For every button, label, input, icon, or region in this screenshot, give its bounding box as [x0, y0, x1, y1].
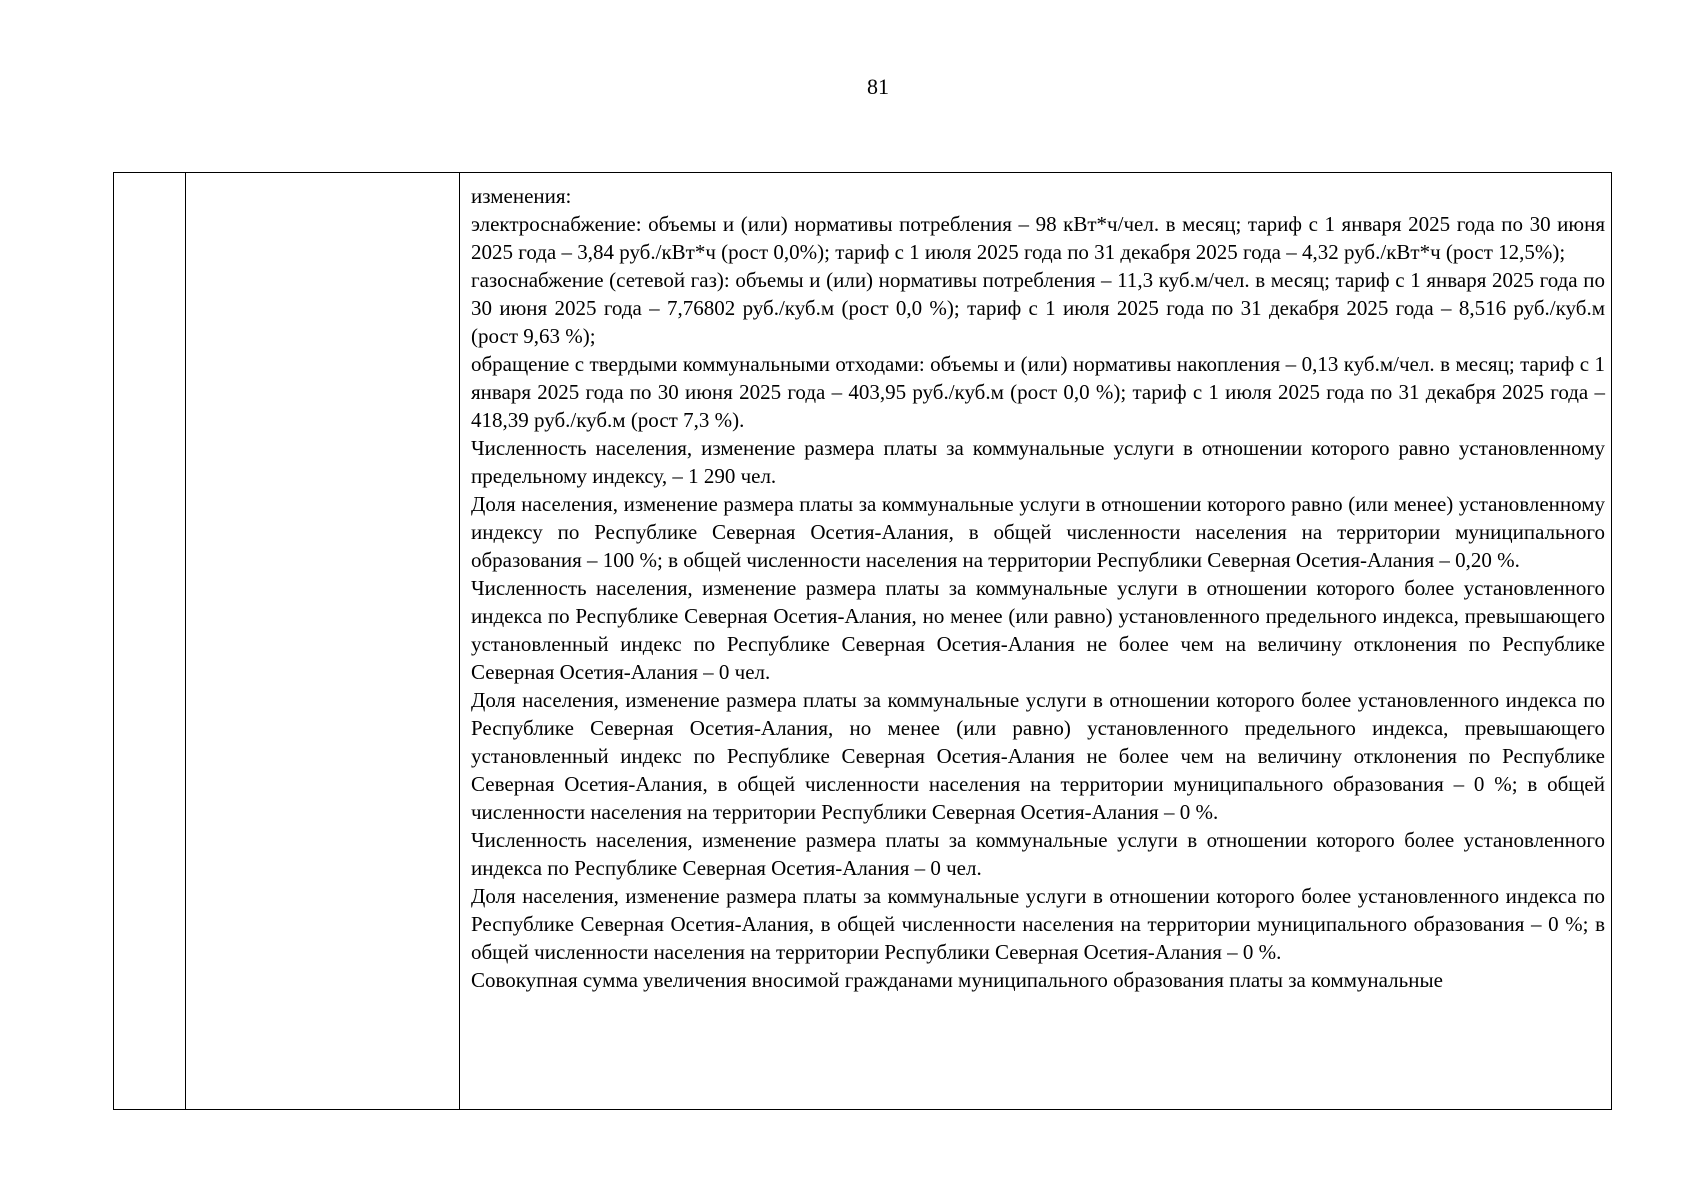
page-number: 81 [867, 74, 889, 99]
paragraph-share-above-index-within-limit: Доля населения, изменение размера платы за коммунальные услуги в отношении которого более установленного индекса по Республике Северная Осетия-Алания, но менее (или равно) установленного предельного индекса, превышающего установленный индекс по Республике Северная Осетия-Алания не более чем на величину отклонения по Республике Северная Осетия-Алания, в общей численности населения на территории муниципального образования – 0 %; в общей численности населения на территории Республики Северная Осетия-Алания – 0 %. [471, 688, 1605, 824]
paragraph-population-above-index-within-limit: Численность населения, изменение размера платы за коммунальные услуги в отношении которого более установленного индекса по Республике Северная Осетия-Алания, но менее (или равно) установленного предельного индекса, превышающего установленный индекс по Республике Северная Осетия-Алания не более чем на величину отклонения по Республике Северная Осетия-Алания – 0 чел. [471, 576, 1605, 684]
paragraph-population-at-limit: Численность населения, изменение размера платы за коммунальные услуги в отношении которого равно установленному предельному индексу, – 1 290 чел. [471, 436, 1605, 488]
paragraph-gas: газоснабжение (сетевой газ): объемы и (или) нормативы потребления – 11,3 куб.м/чел. в месяц; тариф с 1 января 2025 года по 30 июня 2025 года – 7,76802 руб./куб.м (рост 0,0 %); тариф с 1 июля 2025 года по 31 декабря 2025 года – 8,516 руб./куб.м (рост 9,63 %); [471, 268, 1605, 348]
paragraph-share-above-index: Доля населения, изменение размера платы за коммунальные услуги в отношении которого более установленного индекса по Республике Северная Осетия-Алания, в общей численности населения на территории муниципального образования – 0 %; в общей численности населения на территории Республики Северная Осетия-Алания – 0 %. [471, 884, 1605, 964]
table-column-content [460, 173, 1611, 1109]
document-table [113, 172, 1612, 1110]
table-column-number [114, 173, 186, 1109]
paragraph-share-at-index: Доля населения, изменение размера платы за коммунальные услуги в отношении которого равно (или менее) установленному индексу по Республике Северная Осетия-Алания, в общей численности населения на территории муниципального образования – 100 %; в общей численности населения на территории Республики Северная Осетия-Алания – 0,20 %. [471, 492, 1605, 572]
table-column-name [186, 173, 460, 1109]
paragraph-electricity: электроснабжение: объемы и (или) нормативы потребления – 98 кВт*ч/чел. в месяц; тариф с 1 января 2025 года по 30 июня 2025 года – 3,84 руб./кВт*ч (рост 0,0%); тариф с 1 июля 2025 года по 31 декабря 2025 года – 4,32 руб./кВт*ч (рост 12,5%); [471, 212, 1605, 264]
paragraph-population-above-index: Численность населения, изменение размера платы за коммунальные услуги в отношении которого более установленного индекса по Республике Северная Осетия-Алания – 0 чел. [471, 828, 1605, 880]
paragraph-waste: обращение с твердыми коммунальными отходами: объемы и (или) нормативы накопления – 0,13 куб.м/чел. в месяц; тариф с 1 января 2025 года по 30 июня 2025 года – 403,95 руб./куб.м (рост 0,0 %); тариф с 1 июля 2025 года по 31 декабря 2025 года – 418,39 руб./куб.м (рост 7,3 %). [471, 352, 1605, 432]
paragraph-total-increase: Совокупная сумма увеличения вносимой гражданами муниципального образования платы за коммунальные [471, 968, 1443, 992]
paragraph-heading: изменения: [471, 184, 572, 208]
